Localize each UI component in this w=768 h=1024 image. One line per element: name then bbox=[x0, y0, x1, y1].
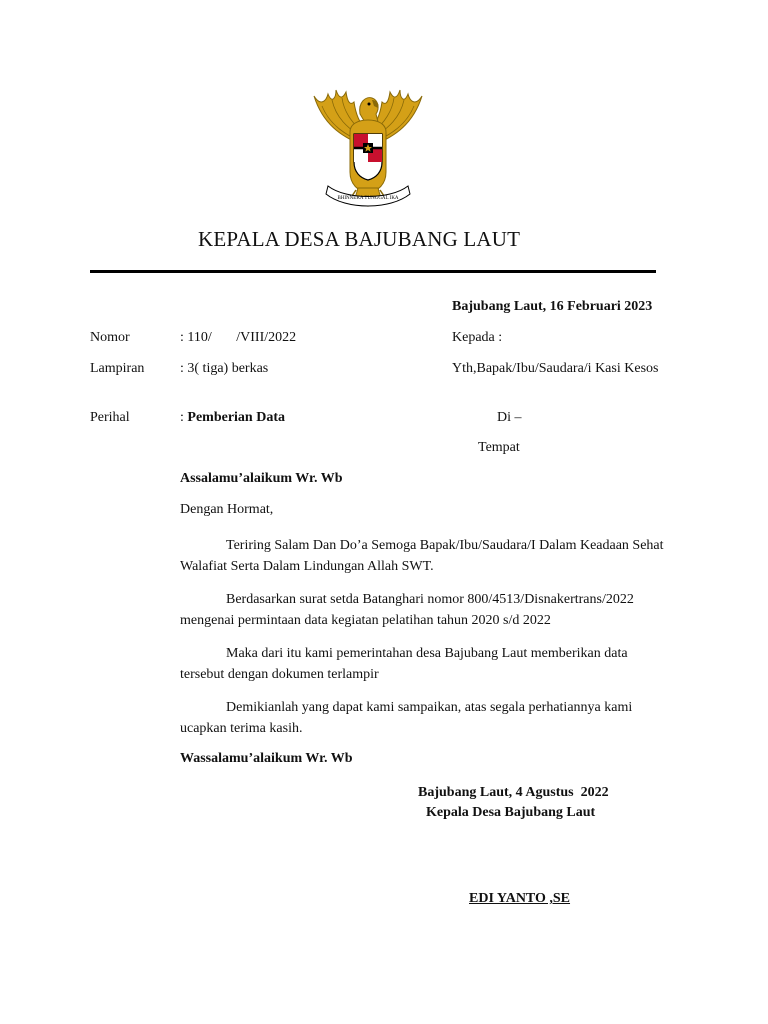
signature-position: Kepala Desa Bajubang Laut bbox=[426, 805, 596, 820]
perihal-value: Pemberian Data bbox=[187, 410, 285, 425]
nomor-label: Nomor bbox=[90, 330, 130, 345]
body-paragraph bbox=[180, 697, 670, 739]
header-place-date: Bajubang Laut, 16 Februari 2023 bbox=[452, 299, 653, 314]
body-paragraph-text: Teriring Salam Dan Do’a Semoga Bapak/Ibu/Saudara/I Dalam Keadaan Sehat Walafiat Serta Dalam Lindungan Allah SWT. bbox=[180, 538, 664, 574]
signature-name: EDI YANTO ,SE bbox=[469, 891, 571, 906]
recipient-tempat: Tempat bbox=[478, 440, 520, 455]
letterhead-title: KEPALA DESA BAJUBANG LAUT bbox=[198, 227, 521, 251]
body-paragraph bbox=[180, 589, 670, 631]
recipient-yth: Yth,Bapak/Ibu/Saudara/i Kasi Kesos bbox=[452, 361, 659, 376]
perihal-line bbox=[180, 410, 285, 426]
recipient-di: Di – bbox=[497, 410, 522, 425]
body-paragraph-text: Demikianlah yang dapat kami sampaikan, atas segala perhatiannya kami ucapkan terima kasih. bbox=[180, 700, 633, 736]
closing: Wassalamu’alaikum Wr. Wb bbox=[180, 751, 353, 766]
emblem-motto: BHINNEKA TUNGGAL IKA bbox=[337, 196, 399, 201]
body-paragraph-text: Berdasarkan surat setda Batanghari nomor 800/4513/Disnakertrans/2022 mengenai permintaan data kegiatan pelatihan tahun 2020 s/d 2022 bbox=[180, 592, 634, 628]
body-paragraph bbox=[180, 535, 670, 577]
garuda-emblem bbox=[306, 88, 430, 214]
lampiran-label: Lampiran bbox=[90, 361, 145, 376]
signature-place-date: Bajubang Laut, 4 Agustus 2022 bbox=[418, 785, 609, 800]
body-paragraph-text: Maka dari itu kami pemerintahan desa Bajubang Laut memberikan data tersebut dengan dokumen terlampir bbox=[180, 646, 628, 682]
letterhead-divider bbox=[90, 270, 656, 273]
greeting: Assalamu’alaikum Wr. Wb bbox=[180, 471, 343, 486]
perihal-colon: : bbox=[180, 410, 188, 425]
garuda-emblem-graphic bbox=[306, 88, 430, 214]
recipient-kepada: Kepada : bbox=[452, 330, 503, 345]
nomor-value: : 110/ /VIII/2022 bbox=[180, 330, 297, 345]
perihal-label: Perihal bbox=[90, 410, 130, 425]
salutation: Dengan Hormat, bbox=[180, 502, 274, 517]
lampiran-value: : 3( tiga) berkas bbox=[180, 361, 269, 376]
body-paragraph bbox=[180, 643, 670, 685]
